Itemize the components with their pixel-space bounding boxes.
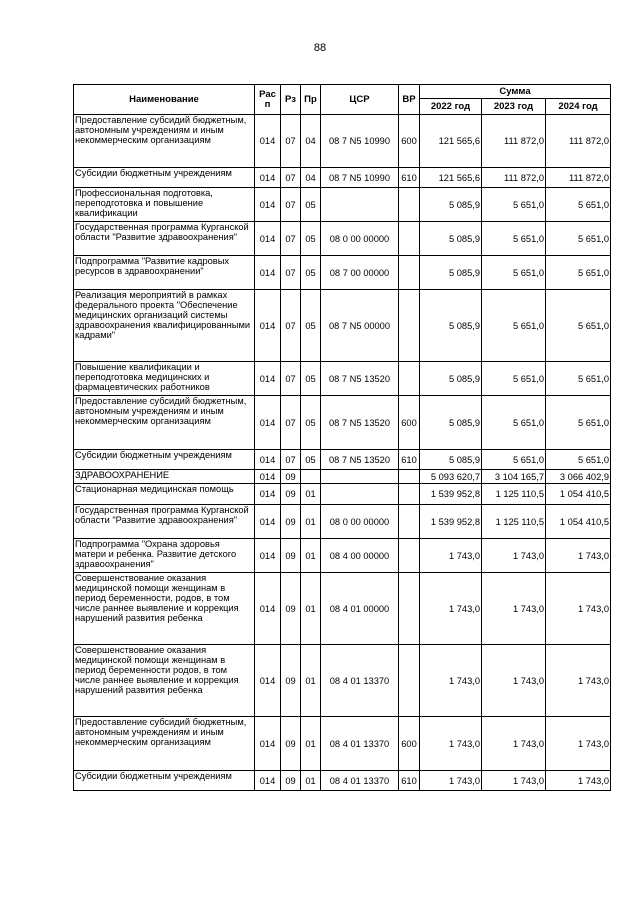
row-sum-2024: 1 054 410,5 (546, 505, 611, 539)
row-sum-2022: 5 085,9 (420, 222, 482, 256)
header-pr: Пр (301, 85, 321, 115)
table-row (74, 771, 611, 791)
row-name: Реализация мероприятий в рамках федерального проекта "Обеспечение медицинских организаций системы здравоохранения квалифицированными кадрами" (74, 290, 255, 362)
row-sum-2022: 1 539 952,8 (420, 484, 482, 505)
row-sum-2023: 1 125 110,5 (482, 484, 546, 505)
row-sum-2022: 1 743,0 (420, 539, 482, 573)
table-row (74, 573, 611, 645)
row-sum-2022: 5 093 620,7 (420, 470, 482, 484)
row-rz: 09 (281, 645, 301, 717)
row-sum-2024: 5 651,0 (546, 450, 611, 470)
row-rasp: 014 (255, 645, 281, 717)
row-sum-2023: 5 651,0 (482, 290, 546, 362)
row-sum-2022: 5 085,9 (420, 290, 482, 362)
row-vr: 610 (399, 168, 420, 188)
row-pr: 05 (301, 222, 321, 256)
row-rasp: 014 (255, 188, 281, 222)
table-row (74, 188, 611, 222)
row-vr (399, 222, 420, 256)
row-pr: 05 (301, 362, 321, 396)
row-name: Предоставление субсидий бюджетным, автономным учреждениям и иным некоммерческим организациям (74, 717, 255, 771)
row-name: Профессиональная подготовка, переподготовка и повышение квалификации (74, 188, 255, 222)
table-row (74, 645, 611, 717)
page-number: 88 (313, 42, 327, 54)
row-name: Субсидии бюджетным учреждениям (74, 168, 255, 188)
row-rasp: 014 (255, 222, 281, 256)
row-csr: 08 4 01 13370 (321, 717, 399, 771)
row-sum-2023: 5 651,0 (482, 188, 546, 222)
row-rasp: 014 (255, 505, 281, 539)
row-sum-2024: 3 066 402,9 (546, 470, 611, 484)
table-row (74, 256, 611, 290)
row-rz: 07 (281, 115, 301, 168)
row-rz: 09 (281, 717, 301, 771)
row-pr: 05 (301, 290, 321, 362)
row-pr (301, 470, 321, 484)
row-sum-2022: 5 085,9 (420, 256, 482, 290)
row-vr (399, 573, 420, 645)
row-sum-2023: 111 872,0 (482, 115, 546, 168)
row-sum-2023: 5 651,0 (482, 362, 546, 396)
table-row (74, 484, 611, 505)
row-rz: 09 (281, 539, 301, 573)
row-sum-2024: 5 651,0 (546, 290, 611, 362)
row-csr: 08 4 01 00000 (321, 573, 399, 645)
row-csr: 08 7 00 00000 (321, 256, 399, 290)
row-sum-2024: 111 872,0 (546, 115, 611, 168)
row-sum-2024: 5 651,0 (546, 222, 611, 256)
row-name: Предоставление субсидий бюджетным, автономным учреждениям и иным некоммерческим организациям (74, 115, 255, 168)
row-sum-2022: 1 539 952,8 (420, 505, 482, 539)
row-rz: 09 (281, 573, 301, 645)
row-sum-2023: 1 125 110,5 (482, 505, 546, 539)
row-sum-2022: 5 085,9 (420, 188, 482, 222)
table-row (74, 115, 611, 168)
row-sum-2024: 5 651,0 (546, 362, 611, 396)
row-sum-2024: 5 651,0 (546, 188, 611, 222)
row-vr (399, 539, 420, 573)
row-rz: 07 (281, 450, 301, 470)
row-name: Совершенствование оказания медицинской помощи женщинам в период беременности родов, в том числе раннее выявление и коррекция нарушений развития ребенка (74, 645, 255, 717)
row-sum-2022: 5 085,9 (420, 396, 482, 450)
row-rasp: 014 (255, 539, 281, 573)
row-csr: 08 0 00 00000 (321, 222, 399, 256)
row-name: Повышение квалификации и переподготовка медицинских и фармацевтических работников (74, 362, 255, 396)
table-row (74, 470, 611, 484)
row-rasp: 014 (255, 256, 281, 290)
row-csr: 08 4 01 13370 (321, 771, 399, 791)
row-rasp: 014 (255, 484, 281, 505)
row-vr: 610 (399, 771, 420, 791)
table-row (74, 222, 611, 256)
header-year-2022: 2022 год (420, 99, 482, 115)
row-csr: 08 7 N5 13520 (321, 362, 399, 396)
row-sum-2023: 1 743,0 (482, 771, 546, 791)
row-vr (399, 256, 420, 290)
row-name: Предоставление субсидий бюджетным, автономным учреждениям и иным некоммерческим организациям (74, 396, 255, 450)
row-name: Подпрограмма "Развитие кадровых ресурсов в здравоохранении" (74, 256, 255, 290)
row-name: Государственная программа Курганской области "Развитие здравоохранения" (74, 505, 255, 539)
row-sum-2022: 5 085,9 (420, 450, 482, 470)
row-rasp: 014 (255, 573, 281, 645)
row-pr: 01 (301, 573, 321, 645)
header-rz: Рз (281, 85, 301, 115)
row-csr (321, 188, 399, 222)
row-rasp: 014 (255, 396, 281, 450)
row-rz: 07 (281, 256, 301, 290)
row-csr: 08 4 00 00000 (321, 539, 399, 573)
row-csr: 08 7 N5 00000 (321, 290, 399, 362)
row-rz: 07 (281, 168, 301, 188)
header-year-2024: 2024 год (546, 99, 611, 115)
header-year-2023: 2023 год (482, 99, 546, 115)
row-vr (399, 470, 420, 484)
row-vr (399, 188, 420, 222)
row-sum-2023: 5 651,0 (482, 450, 546, 470)
table-row (74, 168, 611, 188)
row-pr: 05 (301, 396, 321, 450)
row-rasp: 014 (255, 115, 281, 168)
row-sum-2022: 121 565,6 (420, 168, 482, 188)
row-sum-2024: 111 872,0 (546, 168, 611, 188)
table-row (74, 505, 611, 539)
row-sum-2024: 1 743,0 (546, 771, 611, 791)
row-rz: 07 (281, 188, 301, 222)
row-sum-2023: 111 872,0 (482, 168, 546, 188)
row-name: Подпрограмма "Охрана здоровья матери и ребенка. Развитие детского здравоохранения" (74, 539, 255, 573)
row-rasp: 014 (255, 450, 281, 470)
row-name: Стационарная медицинская помощь (74, 484, 255, 505)
row-pr: 05 (301, 256, 321, 290)
row-sum-2023: 5 651,0 (482, 256, 546, 290)
row-rz: 09 (281, 771, 301, 791)
row-vr (399, 484, 420, 505)
row-sum-2024: 5 651,0 (546, 256, 611, 290)
row-name: Государственная программа Курганской области "Развитие здравоохранения" (74, 222, 255, 256)
header-rasp: Рас п (255, 85, 281, 115)
row-rasp: 014 (255, 771, 281, 791)
row-sum-2022: 121 565,6 (420, 115, 482, 168)
row-sum-2024: 1 743,0 (546, 539, 611, 573)
row-rz: 09 (281, 470, 301, 484)
table-body (74, 115, 611, 791)
row-rasp: 014 (255, 168, 281, 188)
header-name: Наименование (74, 85, 255, 115)
row-vr (399, 362, 420, 396)
row-rasp: 014 (255, 362, 281, 396)
row-vr: 600 (399, 717, 420, 771)
row-rz: 07 (281, 396, 301, 450)
table-row (74, 396, 611, 450)
row-sum-2024: 1 743,0 (546, 573, 611, 645)
row-rz: 07 (281, 290, 301, 362)
row-sum-2022: 1 743,0 (420, 717, 482, 771)
row-sum-2022: 1 743,0 (420, 645, 482, 717)
row-csr: 08 7 N5 10990 (321, 115, 399, 168)
row-sum-2022: 5 085,9 (420, 362, 482, 396)
row-csr: 08 4 01 13370 (321, 645, 399, 717)
row-sum-2024: 5 651,0 (546, 396, 611, 450)
row-pr: 01 (301, 484, 321, 505)
row-rz: 07 (281, 222, 301, 256)
row-name: ЗДРАВООХРАНЕНИЕ (74, 470, 255, 484)
row-sum-2024: 1 054 410,5 (546, 484, 611, 505)
row-rz: 07 (281, 362, 301, 396)
header-vr: ВР (399, 85, 420, 115)
row-sum-2023: 1 743,0 (482, 539, 546, 573)
table-row (74, 717, 611, 771)
table-row (74, 362, 611, 396)
header-sum: Сумма (420, 85, 611, 99)
row-rasp: 014 (255, 470, 281, 484)
row-vr: 610 (399, 450, 420, 470)
row-rasp: 014 (255, 290, 281, 362)
row-vr: 600 (399, 396, 420, 450)
header-csr: ЦСР (321, 85, 399, 115)
row-name: Совершенствование оказания медицинской помощи женщинам в период беременности, родов, в том числе раннее выявление и коррекция нарушений развития ребенка (74, 573, 255, 645)
row-vr (399, 645, 420, 717)
row-csr: 08 7 N5 13520 (321, 450, 399, 470)
row-pr: 04 (301, 168, 321, 188)
row-rasp: 014 (255, 717, 281, 771)
table-row (74, 450, 611, 470)
row-sum-2023: 3 104 165,7 (482, 470, 546, 484)
table-row (74, 539, 611, 573)
row-pr: 04 (301, 115, 321, 168)
row-sum-2023: 5 651,0 (482, 222, 546, 256)
row-sum-2022: 1 743,0 (420, 771, 482, 791)
row-sum-2023: 1 743,0 (482, 645, 546, 717)
row-csr: 08 7 N5 10990 (321, 168, 399, 188)
row-sum-2024: 1 743,0 (546, 645, 611, 717)
row-pr: 01 (301, 505, 321, 539)
row-vr (399, 290, 420, 362)
row-sum-2023: 1 743,0 (482, 717, 546, 771)
row-pr: 01 (301, 771, 321, 791)
row-vr (399, 505, 420, 539)
row-csr (321, 484, 399, 505)
table-row (74, 290, 611, 362)
row-vr: 600 (399, 115, 420, 168)
row-pr: 05 (301, 450, 321, 470)
row-sum-2022: 1 743,0 (420, 573, 482, 645)
row-pr: 05 (301, 188, 321, 222)
budget-table (73, 84, 611, 791)
row-name: Субсидии бюджетным учреждениям (74, 771, 255, 791)
row-pr: 01 (301, 645, 321, 717)
row-pr: 01 (301, 539, 321, 573)
row-sum-2023: 5 651,0 (482, 396, 546, 450)
row-rz: 09 (281, 505, 301, 539)
row-csr: 08 0 00 00000 (321, 505, 399, 539)
row-rz: 09 (281, 484, 301, 505)
row-csr: 08 7 N5 13520 (321, 396, 399, 450)
row-sum-2024: 1 743,0 (546, 717, 611, 771)
row-sum-2023: 1 743,0 (482, 573, 546, 645)
row-pr: 01 (301, 717, 321, 771)
row-csr (321, 470, 399, 484)
row-name: Субсидии бюджетным учреждениям (74, 450, 255, 470)
